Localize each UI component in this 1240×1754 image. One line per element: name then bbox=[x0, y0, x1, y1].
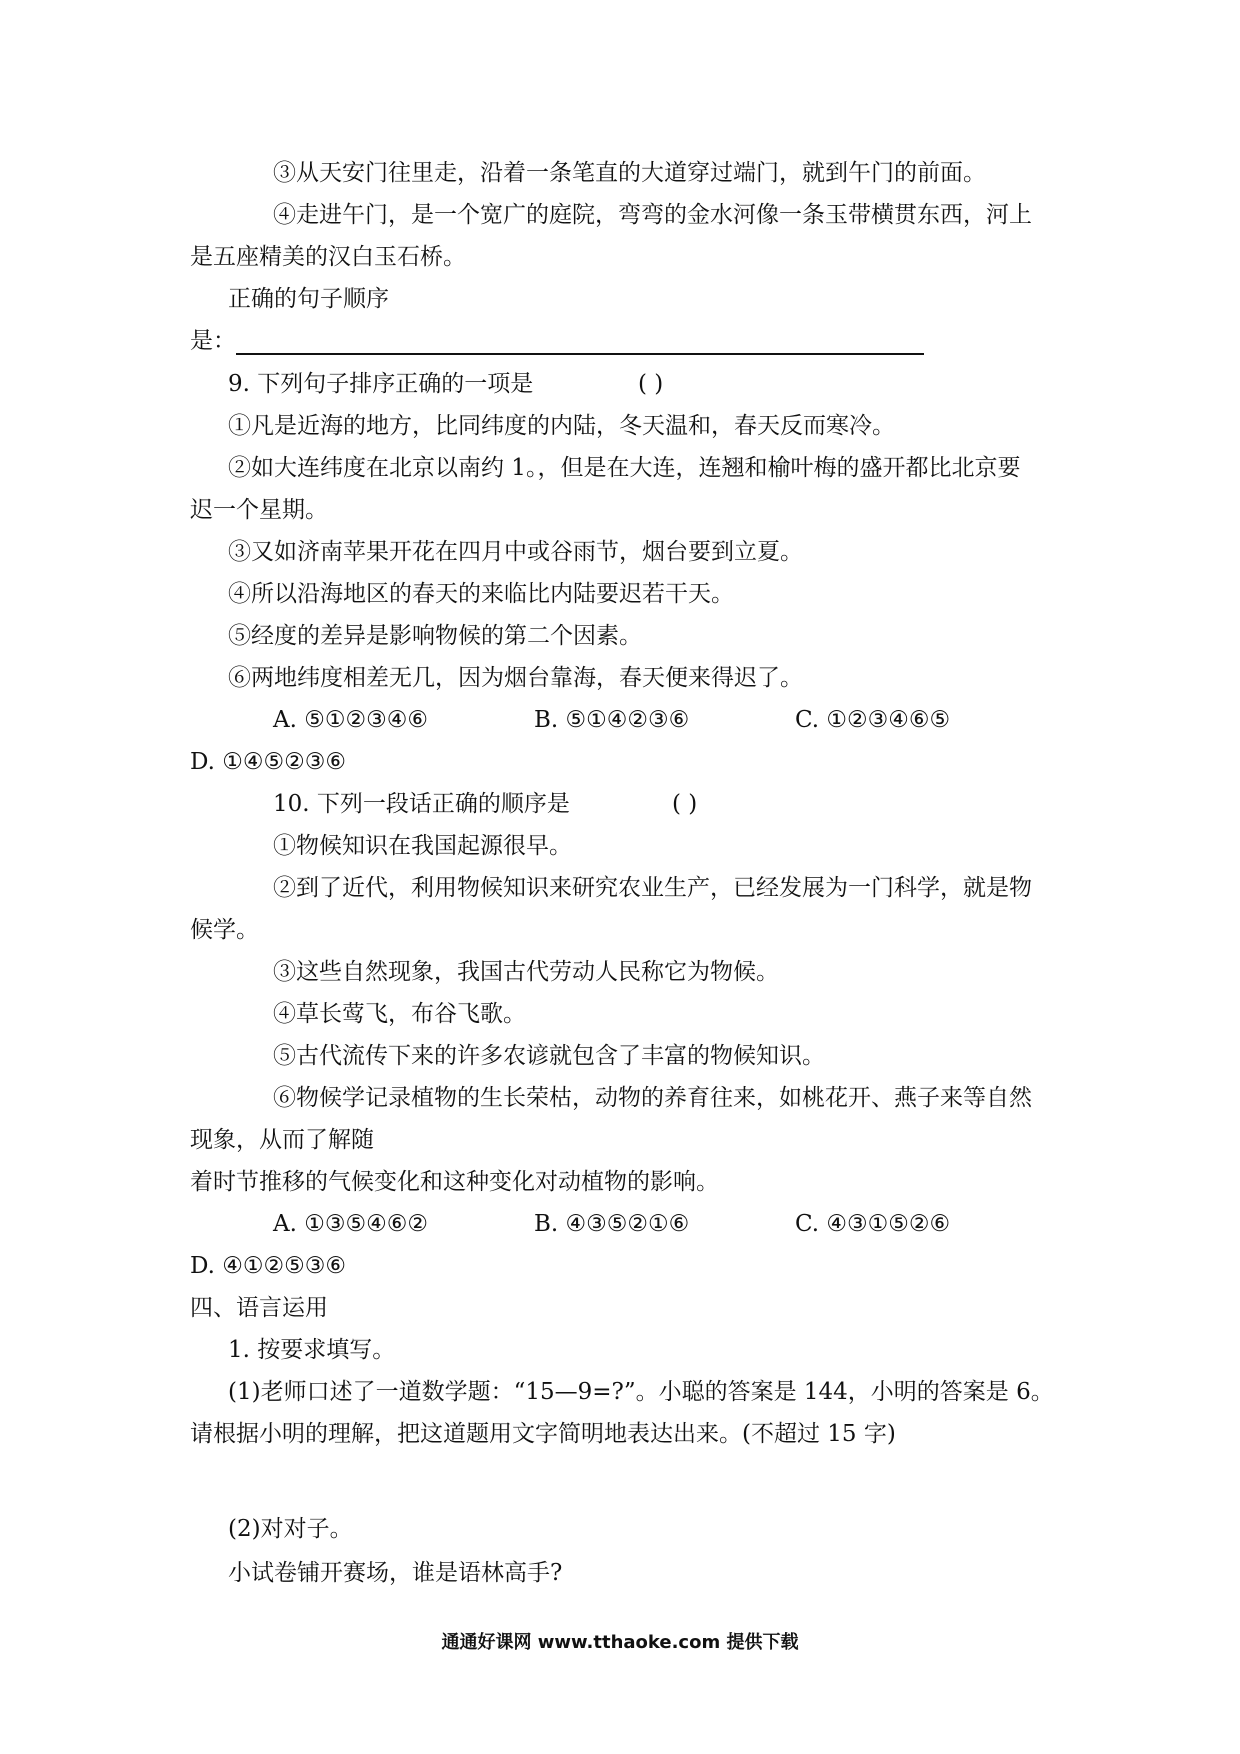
q10-sentence-2-line2: 候学。 bbox=[190, 917, 259, 943]
q9-option-c[interactable]: C. ①②③④⑥⑤ bbox=[795, 707, 951, 733]
q8-sentence-4-line1: ④走进午门，是一个宽广的庭院，弯弯的金水河像一条玉带横贯东西，河上 bbox=[273, 202, 1032, 228]
q8-answer-label: 正确的句子顺序 bbox=[228, 286, 389, 312]
q9-sentence-3: ③又如济南苹果开花在四月中或谷雨节，烟台要到立夏。 bbox=[228, 539, 803, 565]
q9-sentence-2-line1: ②如大连纬度在北京以南约 1。，但是在大连，连翘和榆叶梅的盛开都比北京要 bbox=[228, 455, 1021, 481]
s4-q1-2-text: 小试卷铺开赛场，谁是语林高手? bbox=[228, 1560, 563, 1586]
q9-option-a[interactable]: A. ⑤①②③④⑥ bbox=[273, 707, 428, 733]
q9-sentence-5: ⑤经度的差异是影响物候的第二个因素。 bbox=[228, 623, 642, 649]
q9-sentence-2-line2: 迟一个星期。 bbox=[190, 497, 328, 523]
q10-option-c[interactable]: C. ④③①⑤②⑥ bbox=[795, 1211, 951, 1237]
q9-sentence-1: ①凡是近海的地方，比同纬度的内陆，冬天温和，春天反而寒冷。 bbox=[228, 413, 895, 439]
q10-sentence-3: ③这些自然现象，我国古代劳动人民称它为物候。 bbox=[273, 959, 779, 985]
q10-sentence-2-line1: ②到了近代，利用物候知识来研究农业生产，已经发展为一门科学，就是物 bbox=[273, 875, 1032, 901]
q10-sentence-5: ⑤古代流传下来的许多农谚就包含了丰富的物候知识。 bbox=[273, 1043, 825, 1069]
q10-option-b[interactable]: B. ④③⑤②①⑥ bbox=[534, 1211, 690, 1237]
q8-sentence-3: ③从天安门往里走，沿着一条笔直的大道穿过端门，就到午门的前面。 bbox=[273, 160, 986, 186]
page-footer: 通通好课网 www.tthaoke.com 提供下载 bbox=[441, 1632, 799, 1653]
q10-option-a[interactable]: A. ①③⑤④⑥② bbox=[273, 1211, 428, 1237]
q9-option-b[interactable]: B. ⑤①④②③⑥ bbox=[534, 707, 690, 733]
s4-q1-1-line2: 请根据小明的理解，把这道题用文字简明地表达出来。(不超过 15 字) bbox=[190, 1421, 896, 1447]
q9-option-d[interactable]: D. ①④⑤②③⑥ bbox=[190, 749, 346, 775]
q9-sentence-4: ④所以沿海地区的春天的来临比内陆要迟若干天。 bbox=[228, 581, 734, 607]
s4-q1-1-line1: (1)老师口述了一道数学题：“15—9=?”。小聪的答案是 144，小明的答案是 6。 bbox=[228, 1379, 1054, 1405]
q9-stem: 9. 下列句子排序正确的一项是 bbox=[228, 371, 534, 397]
q10-option-d[interactable]: D. ④①②⑤③⑥ bbox=[190, 1253, 346, 1279]
section-heading: 四、语言运用 bbox=[190, 1295, 328, 1321]
q10-stem: 10. 下列一段话正确的顺序是 bbox=[273, 791, 570, 817]
q10-sentence-6-line3: 着时节推移的气候变化和这种变化对动植物的影响。 bbox=[190, 1169, 719, 1195]
q10-sentence-6-line2: 现象，从而了解随 bbox=[190, 1127, 374, 1153]
q9-sentence-6: ⑥两地纬度相差无几，因为烟台靠海，春天便来得迟了。 bbox=[228, 665, 803, 691]
q10-sentence-1: ①物候知识在我国起源很早。 bbox=[273, 833, 572, 859]
q10-sentence-4: ④草长莺飞，布谷飞歌。 bbox=[273, 1001, 526, 1027]
q10-sentence-6-line1: ⑥物候学记录植物的生长荣枯，动物的养育往来，如桃花开、燕子来等自然 bbox=[273, 1085, 1032, 1111]
q10-answer-paren[interactable]: ( ) bbox=[672, 791, 698, 817]
q8-sentence-4-line2: 是五座精美的汉白玉石桥。 bbox=[190, 244, 466, 270]
s4-q1-2: (2)对对子。 bbox=[228, 1516, 353, 1542]
q9-answer-paren[interactable]: ( ) bbox=[638, 371, 664, 397]
q8-answer-blank[interactable] bbox=[236, 353, 924, 355]
q8-answer-label-2: 是： bbox=[190, 328, 236, 354]
s4-q1-stem: 1. 按要求填写。 bbox=[228, 1337, 396, 1363]
